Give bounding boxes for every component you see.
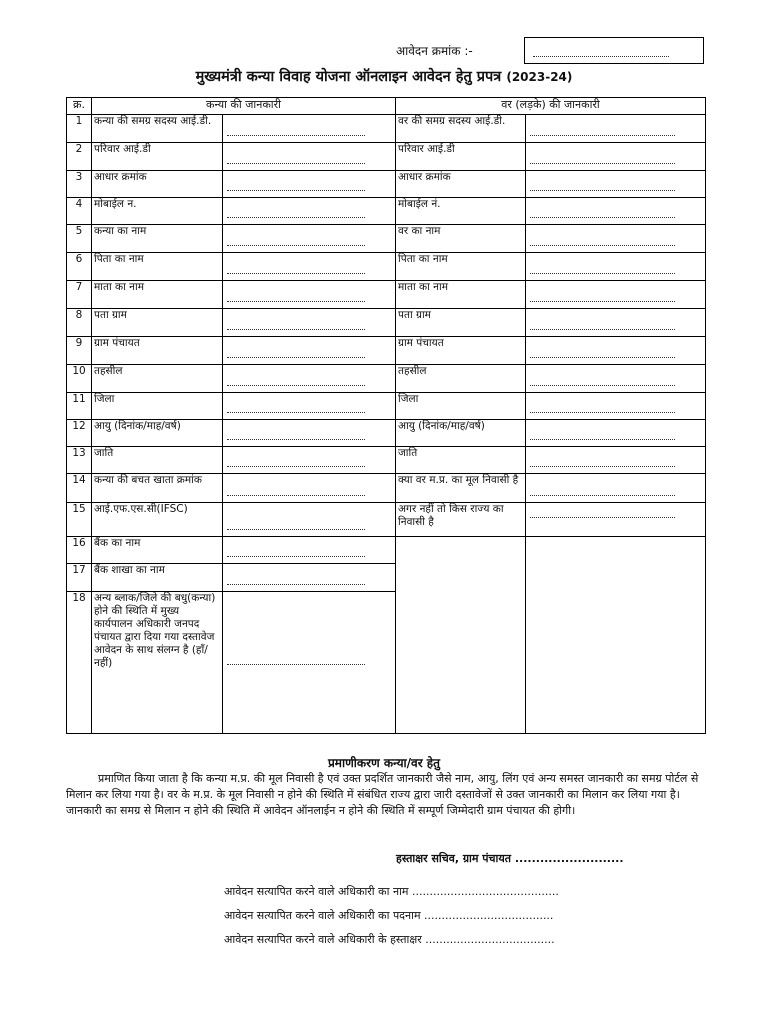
row-serial-number: 2 xyxy=(67,143,92,171)
groom-field-input[interactable] xyxy=(526,393,706,420)
bride-field-label: तहसील xyxy=(92,365,223,393)
application-number-field[interactable] xyxy=(524,37,704,64)
bride-field-input[interactable] xyxy=(223,337,396,365)
bride-field-input[interactable] xyxy=(223,309,396,337)
row-serial-number: 10 xyxy=(67,365,92,393)
groom-field-input[interactable] xyxy=(526,115,706,143)
groom-field-label: ग्राम पंचायत xyxy=(396,337,526,365)
bride-field-input[interactable] xyxy=(223,365,396,393)
application-form-table xyxy=(66,97,706,734)
bride-field-input[interactable] xyxy=(223,281,396,309)
bride-field-input[interactable] xyxy=(223,253,396,281)
certification-text: प्रमाणित किया जाता है कि कन्या म.प्र. की मूल निवासी है एवं उक्त प्रदर्शित जानकारी जैसे नाम, आयु, लिंग एवं अन्य समस्त जानकारी का समग्र पोर्टल से मिलान कर लिया गया है। वर के म.प्र. के मूल निवासी न होने की स्थिति में संबंधित राज्य द्वारा जारी दस्तावेजों से उक्त जानकारी का मिलान कर लिया गया है। जानकारी का समग्र से मिलान न होने की स्थिति में आवेदन ऑनलाईन न होने की स्थिति में सम्पूर्ण जिम्मेदारी ग्राम पंचायत की होगी। xyxy=(66,772,699,817)
groom-field-input[interactable] xyxy=(526,198,706,225)
table-row xyxy=(67,420,706,447)
row-serial-number: 7 xyxy=(67,281,92,309)
bride-field-label: कन्या का नाम xyxy=(92,225,223,253)
table-row xyxy=(67,447,706,474)
groom-field-label: माता का नाम xyxy=(396,281,526,309)
bride-field-label: परिवार आई.डी xyxy=(92,143,223,171)
groom-field-label: वर का नाम xyxy=(396,225,526,253)
bride-field-input[interactable] xyxy=(223,564,396,592)
table-row xyxy=(67,537,706,564)
bride-field-input[interactable] xyxy=(223,447,396,474)
row-serial-number: 3 xyxy=(67,171,92,198)
bride-field-input[interactable] xyxy=(223,537,396,564)
bride-field-label: मोबाईल न. xyxy=(92,198,223,225)
col-bride-header: कन्या की जानकारी xyxy=(92,98,396,115)
row-serial-number: 6 xyxy=(67,253,92,281)
groom-field-label: वर की समग्र सदस्य आई.डी. xyxy=(396,115,526,143)
certification-heading: प्रमाणीकरण कन्या/वर हेतु xyxy=(327,756,441,770)
application-number-label: आवेदन क्रमांक :- xyxy=(396,44,473,58)
table-row xyxy=(67,393,706,420)
bride-field-input[interactable] xyxy=(223,393,396,420)
table-row xyxy=(67,474,706,503)
groom-field-input[interactable] xyxy=(526,143,706,171)
groom-field-label: जाति xyxy=(396,447,526,474)
row-serial-number: 8 xyxy=(67,309,92,337)
table-row xyxy=(67,365,706,393)
bride-field-input[interactable] xyxy=(223,143,396,171)
groom-field-input[interactable] xyxy=(526,447,706,474)
groom-field-input[interactable] xyxy=(526,253,706,281)
row-serial-number: 9 xyxy=(67,337,92,365)
table-row xyxy=(67,225,706,253)
table-row xyxy=(67,253,706,281)
col-serial-header: क्र. xyxy=(67,98,92,115)
groom-field-label: क्या वर म.प्र. का मूल निवासी है xyxy=(396,474,526,503)
bride-field-label: माता का नाम xyxy=(92,281,223,309)
bride-field-label: अन्य ब्लाक/जिले की बधु(कन्या) होने की स्थिति में मुख्य कार्यपालन अधिकारी जनपद पंचायत द्वारा दिया गया दस्तावेज आवेदन के साथ संलग्न है (हाँ/नहीं) xyxy=(92,592,223,734)
bride-field-label: आई.एफ.एस.सी(IFSC) xyxy=(92,503,223,537)
groom-field-input[interactable] xyxy=(526,281,706,309)
bride-field-label: बैंक का नाम xyxy=(92,537,223,564)
bride-field-input[interactable] xyxy=(223,115,396,143)
table-row xyxy=(67,309,706,337)
bride-field-label: आयु (दिनांक/माह/वर्ष) xyxy=(92,420,223,447)
groom-field-input[interactable] xyxy=(526,337,706,365)
table-row xyxy=(67,198,706,225)
row-serial-number: 12 xyxy=(67,420,92,447)
bride-field-input[interactable] xyxy=(223,420,396,447)
row-serial-number: 15 xyxy=(67,503,92,537)
groom-field-label: तहसील xyxy=(396,365,526,393)
row-serial-number: 13 xyxy=(67,447,92,474)
table-row xyxy=(67,115,706,143)
form-title-year: (2023-24) xyxy=(506,70,573,84)
bride-field-label: पता ग्राम xyxy=(92,309,223,337)
bride-field-input[interactable] xyxy=(223,592,396,734)
row-serial-number: 17 xyxy=(67,564,92,592)
bride-field-input[interactable] xyxy=(223,225,396,253)
bride-field-label: जाति xyxy=(92,447,223,474)
groom-field-input[interactable] xyxy=(526,503,706,537)
table-header-row xyxy=(67,98,706,115)
groom-field-input[interactable] xyxy=(526,309,706,337)
groom-field-label: आयु (दिनांक/माह/वर्ष) xyxy=(396,420,526,447)
row-serial-number: 18 xyxy=(67,592,92,734)
groom-field-label: पता ग्राम xyxy=(396,309,526,337)
table-row xyxy=(67,337,706,365)
row-serial-number: 1 xyxy=(67,115,92,143)
bride-field-label: पिता का नाम xyxy=(92,253,223,281)
groom-field-label: परिवार आई.डी xyxy=(396,143,526,171)
row-serial-number: 4 xyxy=(67,198,92,225)
secretary-signature-line: हस्ताक्षर सचिव, ग्राम पंचायत .......................... xyxy=(396,852,624,865)
bride-field-input[interactable] xyxy=(223,198,396,225)
bride-field-input[interactable] xyxy=(223,171,396,198)
col-groom-header: वर (लड़के) की जानकारी xyxy=(396,98,706,115)
groom-field-input[interactable] xyxy=(526,474,706,503)
groom-empty-label-cell xyxy=(396,537,526,734)
groom-field-label: अगर नहीं तो किस राज्य का निवासी है xyxy=(396,503,526,537)
row-serial-number: 11 xyxy=(67,393,92,420)
table-row xyxy=(67,281,706,309)
officer-signature-line: आवेदन सत्यापित करने वाले अधिकारी के हस्ताक्षर ..................................... xyxy=(224,933,555,946)
groom-field-input[interactable] xyxy=(526,171,706,198)
row-serial-number: 5 xyxy=(67,225,92,253)
groom-field-label: मोबाईल नं. xyxy=(396,198,526,225)
groom-field-label: जिला xyxy=(396,393,526,420)
bride-field-input[interactable] xyxy=(223,474,396,503)
bride-field-label: आधार क्रमांक xyxy=(92,171,223,198)
bride-field-label: कन्या की समग्र सदस्य आई.डी. xyxy=(92,115,223,143)
table-row xyxy=(67,503,706,537)
groom-field-input[interactable] xyxy=(526,420,706,447)
form-title xyxy=(0,66,768,86)
groom-empty-input-cell xyxy=(526,537,706,734)
row-serial-number: 14 xyxy=(67,474,92,503)
bride-field-label: ग्राम पंचायत xyxy=(92,337,223,365)
bride-field-label: जिला xyxy=(92,393,223,420)
officer-name-line: आवेदन सत्यापित करने वाले अधिकारी का नाम .......................................... xyxy=(224,885,559,898)
table-row xyxy=(67,143,706,171)
groom-field-input[interactable] xyxy=(526,225,706,253)
bride-field-label: कन्या की बचत खाता क्रमांक xyxy=(92,474,223,503)
row-serial-number: 16 xyxy=(67,537,92,564)
bride-field-label: बैंक शाखा का नाम xyxy=(92,564,223,592)
officer-designation-line: आवेदन सत्यापित करने वाले अधिकारी का पदनाम ..................................... xyxy=(224,909,554,922)
form-title-text: मुख्यमंत्री कन्या विवाह योजना ऑनलाइन आवेदन हेतु प्रपत्र xyxy=(195,69,502,85)
groom-field-input[interactable] xyxy=(526,365,706,393)
groom-field-label: पिता का नाम xyxy=(396,253,526,281)
groom-field-label: आधार क्रमांक xyxy=(396,171,526,198)
bride-field-input[interactable] xyxy=(223,503,396,537)
table-row xyxy=(67,171,706,198)
